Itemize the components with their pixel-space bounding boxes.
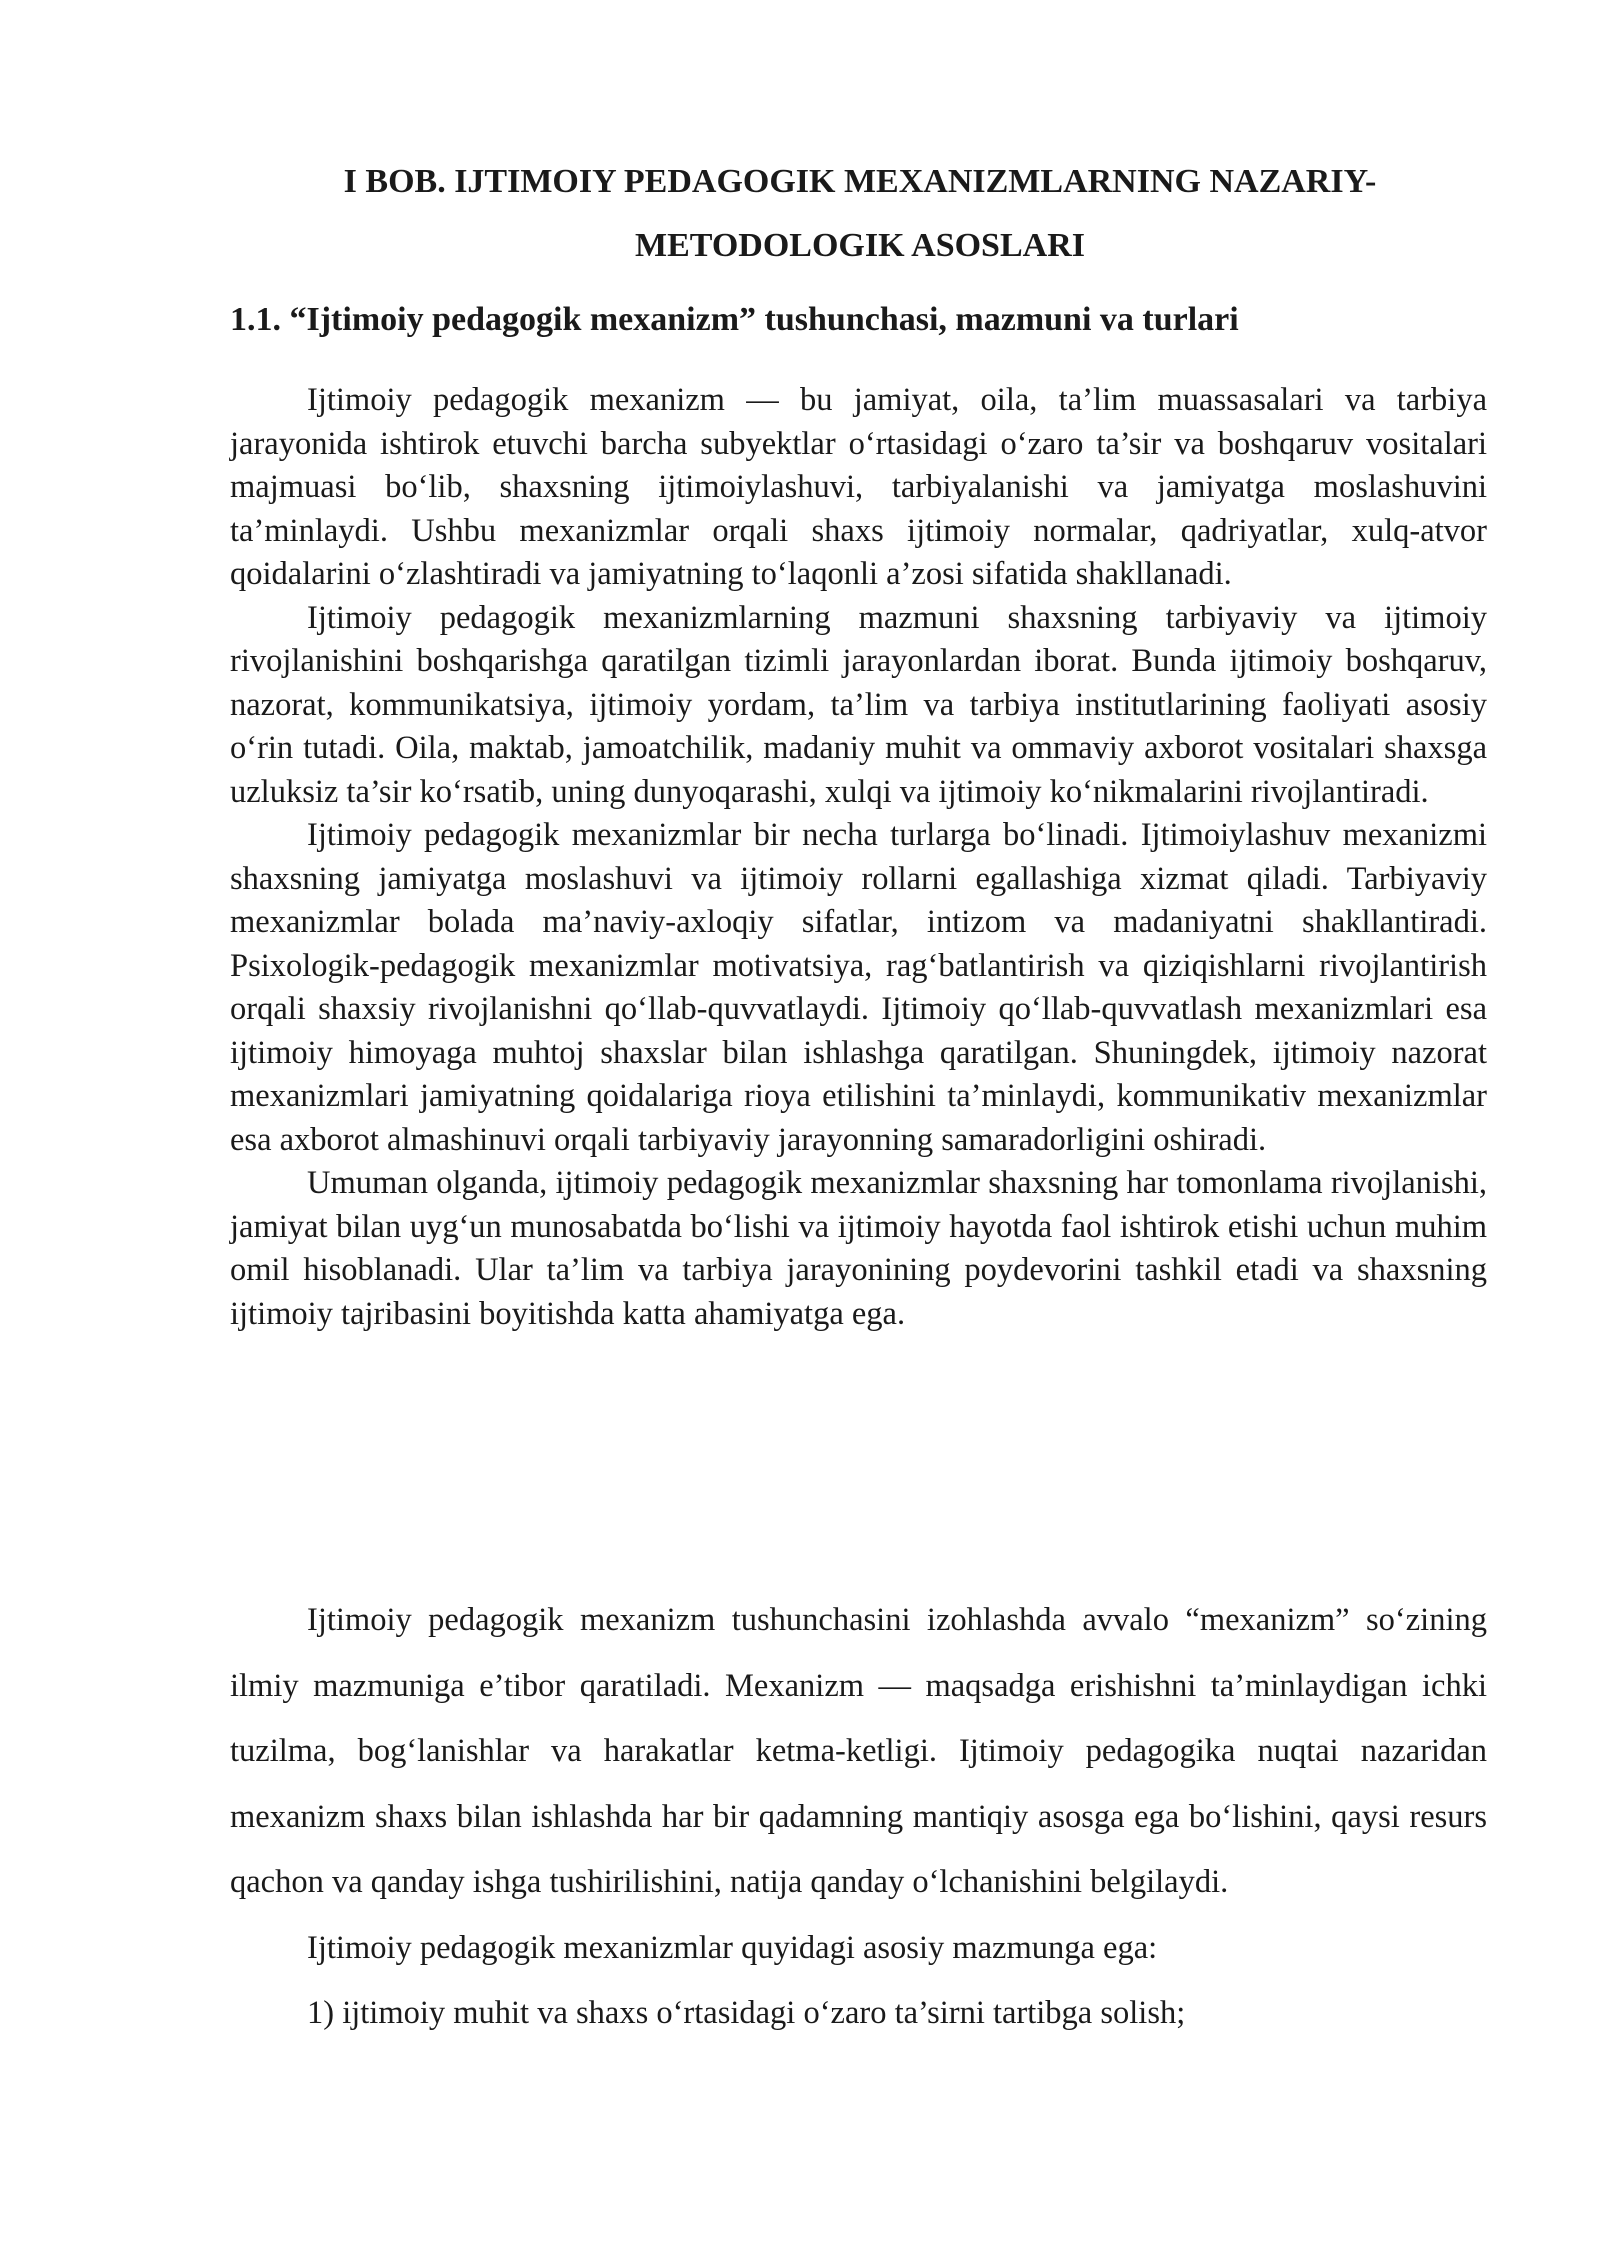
body-text-wide bbox=[230, 1588, 1487, 2047]
paragraph: Ijtimoiy pedagogik mexanizm — bu jamiyat, oila, ta’lim muassasalari va tarbiya jarayonida ishtirok etuvchi barcha subyektlar o‘rtasidagi o‘zaro ta’sir va boshqaruv vositalari majmuasi bo‘lib, shaxsning ijtimoiylashuvi, tarbiyalanishi va jamiyatga moslashuvini ta’minlaydi. Ushbu mexanizmlar orqali shaxs ijtimoiy normalar, qadriyatlar, xulq-atvor qoidalarini o‘zlashtiradi va jamiyatning to‘laqonli a’zosi sifatida shakllanadi. bbox=[230, 382, 1487, 592]
body-text-dense bbox=[230, 379, 1487, 1336]
chapter-title: I BOB. IJTIMOIY PEDAGOGIK MEXANIZMLARNING NAZARIY-METODOLOGIK ASOSLARI bbox=[343, 163, 1377, 264]
paragraph-lead-in: Ijtimoiy pedagogik mexanizmlar quyidagi asosiy mazmunga ega: bbox=[307, 1929, 1158, 1966]
section-title: 1.1. “Ijtimoiy pedagogik mexanizm” tushunchasi, mazmuni va turlari bbox=[230, 301, 1239, 338]
paragraph: Umuman olganda, ijtimoiy pedagogik mexanizmlar shaxsning har tomonlama rivojlanishi, jamiyat bilan uyg‘un munosabatda bo‘lishi va ijtimoiy hayotda faol ishtirok etishi uchun muhim omil hisoblanadi. Ular ta’lim va tarbiya jarayonining poydevorini tashkil etadi va shaxsning ijtimoiy tajribasini boyitishda katta ahamiyatga ega. bbox=[230, 1165, 1487, 1332]
paragraph: Ijtimoiy pedagogik mexanizmlar bir necha turlarga bo‘linadi. Ijtimoiylashuv mexanizmi shaxsning jamiyatga moslashuvi va ijtimoiy rollarni egallashiga xizmat qiladi. Tarbiyaviy mexanizmlar bolada ma’naviy-axloqiy sifatlar, intizom va madaniyatni shakllantiradi. Psixologik-pedagogik mexanizmlar motivatsiya, rag‘batlantirish va qiziqishlarni rivojlantirish orqali shaxsiy rivojlanishni qo‘llab-quvvatlaydi. Ijtimoiy qo‘llab-quvvatlash mexanizmlari esa ijtimoiy himoyaga muhtoj shaxslar bilan ishlashga qaratilgan. Shuningdek, ijtimoiy nazorat mexanizmlari jamiyatning qoidalariga rioya etilishini ta’minlaydi, kommunikativ mexanizmlar esa axborot almashinuvi orqali tarbiyaviy jarayonning samaradorligini oshiradi. bbox=[230, 817, 1487, 1158]
paragraph: Ijtimoiy pedagogik mexanizmlarning mazmuni shaxsning tarbiyaviy va ijtimoiy rivojlanishini boshqarishga qaratilgan tizimli jarayonlardan iborat. Bunda ijtimoiy boshqaruv, nazorat, kommunikatsiya, ijtimoiy yordam, ta’lim va tarbiya institutlarining faoliyati asosiy o‘rin tutadi. Oila, maktab, jamoatchilik, madaniy muhit va ommaviy axborot vositalari shaxsga uzluksiz ta’sir ko‘rsatib, uning dunyoqarashi, xulqi va ijtimoiy ko‘nikmalarini rivojlantiradi. bbox=[230, 599, 1487, 810]
paragraph: Ijtimoiy pedagogik mexanizm tushunchasini izohlashda avvalo “mexanizm” so‘zining ilmiy mazmuniga e’tibor qaratiladi. Mexanizm — maqsadga erishishni ta’minlaydigan ichki tuzilma, bog‘lanishlar va harakatlar ketma-ketligi. Ijtimoiy pedagogika nuqtai nazaridan mexanizm shaxs bilan ishlashda har bir qadamning mantiqiy asosga ega bo‘lishini, qaysi resurs qachon va qanday ishga tushirilishini, natija qanday o‘lchanishini belgilaydi. bbox=[230, 1602, 1487, 1900]
list-item: 1) ijtimoiy muhit va shaxs o‘rtasidagi o‘zaro ta’sirni tartibga solish; bbox=[307, 1995, 1186, 2031]
